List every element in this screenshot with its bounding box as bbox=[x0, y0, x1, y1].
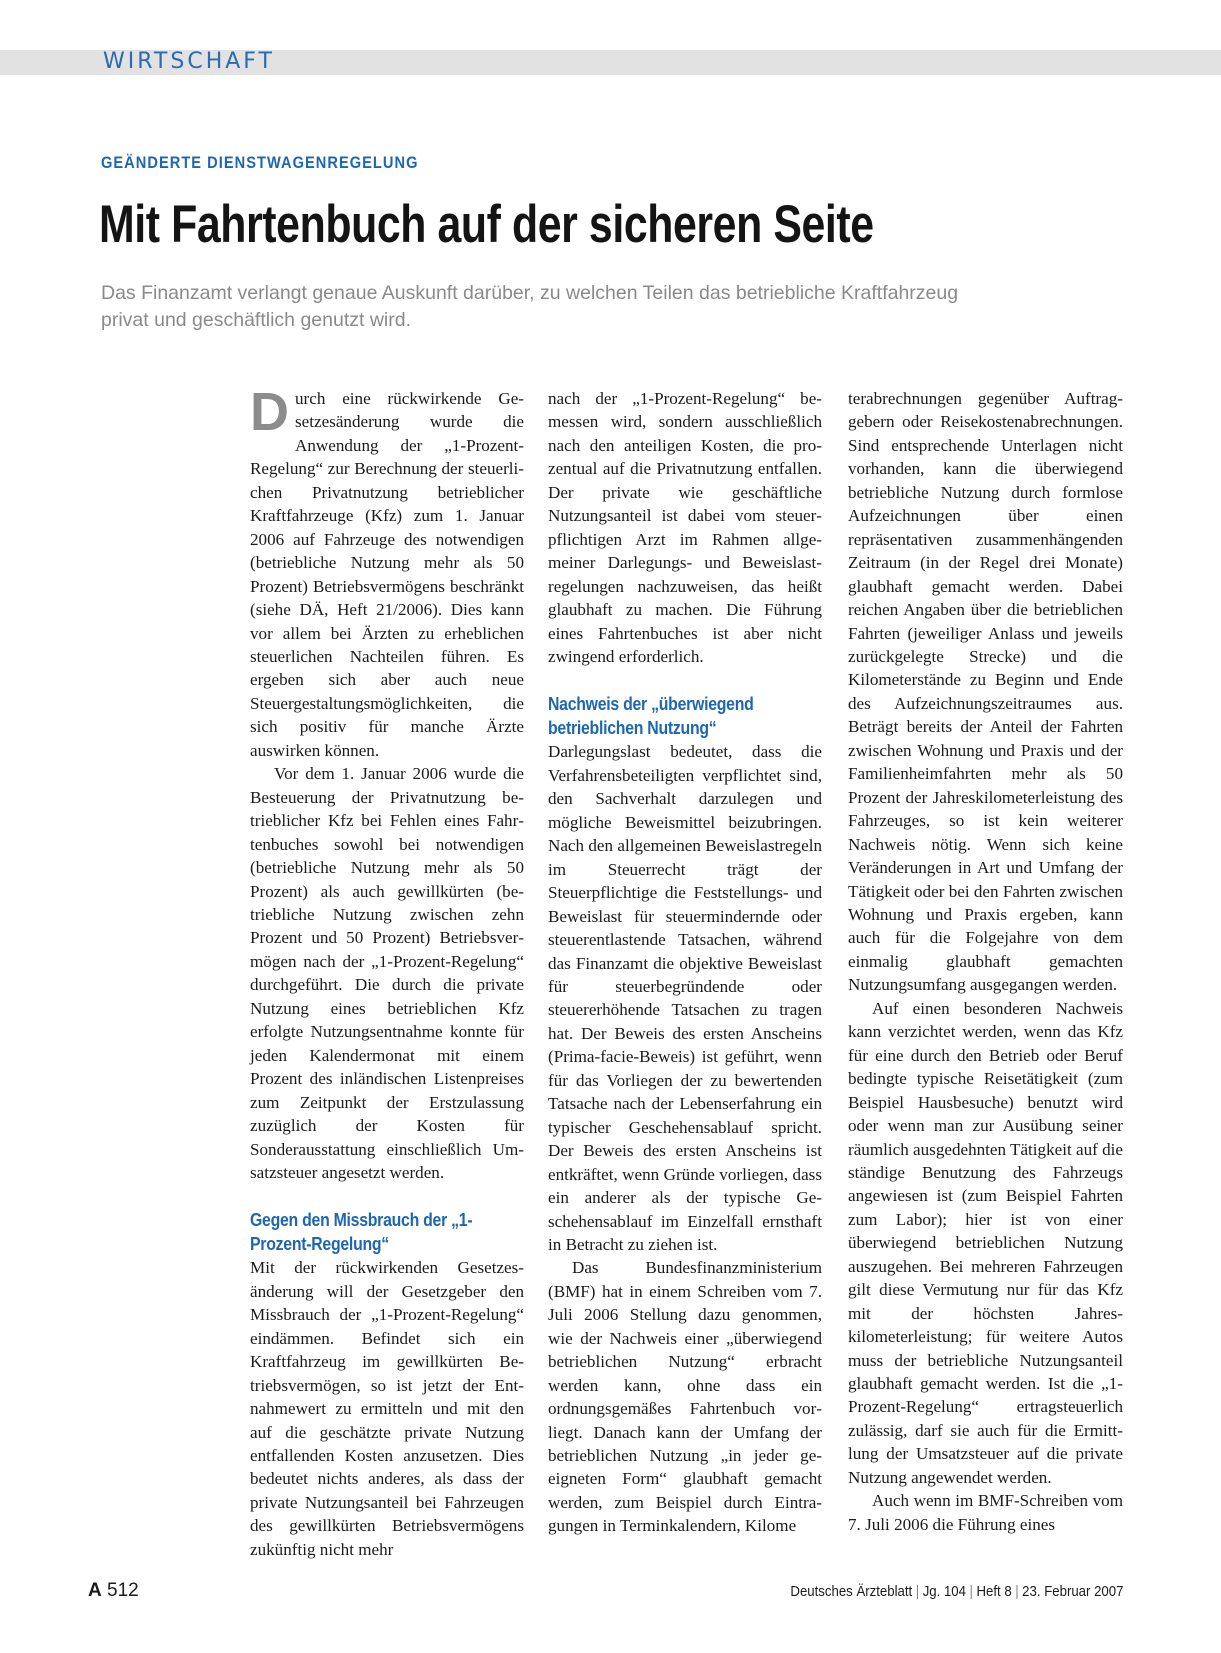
column-1 bbox=[250, 382, 524, 1561]
paragraph: Auch wenn im BMF-Schreiben vom 7. Juli 2006 die Führung eines bbox=[848, 1491, 1123, 1534]
paragraph: terabrechnungen gegenüber Auftraggebern oder Reisekostenabrechnungen. Sind entsprechende Unterlagen nicht vorhanden, kann die überwiegend betriebliche Nutzung durch formlose Aufzeichnungen über einen repräsentativen zusammenhängenden Zeitraum (in der Regel drei Monate) glaubhaft gemacht werden. Dabei reichen Angaben über die betrieblichen Fahrten (jeweiliger Anlass und jeweils zurückgelegte Strecke) und die Kilometerstände zu Beginn und Ende des Aufzeichnungszeitraumes aus. Beträgt bereits der Anteil der Fahrten zwischen Wohnung und Praxis und der Familienheimfahrten mehr als 50 Prozent der Jahreskilometerleistung des Fahrzeuges, so ist kein weiterer Nachweis nötig. Wenn sich keine Veränderungen in Art und Umfang der Tätigkeit oder bei den Fahrten zwischen Wohnung und Praxis ergeben, kann auch für die Folgejahre von dem einmalig glaubhaft gemachten Nutzungsumfang ausgegangen werden. bbox=[848, 389, 1123, 995]
drop-cap: D bbox=[250, 382, 289, 442]
column-2 bbox=[548, 387, 822, 1538]
journal-issue: Heft 8 bbox=[976, 1583, 1012, 1600]
paragraph bbox=[250, 382, 524, 762]
paragraph: nach der „1-Prozent-Regelung“ bemessen wird, sondern ausschließlich nach den anteiligen Kosten, die prozentual auf die Privatnutzung entfallen. Der private wie geschäftliche Nutzungsanteil ist dabei vom steuerpflichtigen Arzt im Rahmen allgemeiner Darlegungs- und Beweislastregelungen nachzuweisen, das heißt glaubhaft zu machen. Die Führung eines Fahrtenbuches ist aber nicht zwingend erforderlich. bbox=[548, 389, 822, 666]
section-label: WIRTSCHAFT bbox=[103, 49, 275, 74]
headline: Mit Fahrtenbuch auf der sicheren Seite bbox=[99, 195, 874, 254]
page-number-value: 512 bbox=[107, 1580, 139, 1601]
paragraph: Vor dem 1. Januar 2006 wurde die Besteuerung der Privatnutzung betrieblicher Kfz bei Fehlen eines Fahrtenbuches sowohl bei notwendigen (betriebliche Nutzung mehr als 50 Prozent) als auch gewillkürten (betriebliche Nutzung zwischen zehn Prozent und 50 Prozent) Betriebsvermögen nach der „1-Prozent-Regelung“ durchgeführt. Die durch die private Nutzung eines betrieblichen Kfz erfolgte Nutzungsentnahme konnte für jeden Kalendermonat mit einem Prozent des inländischen Listenpreises zum Zeitpunkt der Erstzulassung zuzüglich der Kosten für Sonderausstattung einschließlich Umsatzsteuer angesetzt werden. bbox=[250, 764, 524, 1182]
journal-date: 23. Februar 2007 bbox=[1021, 1583, 1123, 1600]
paragraph: Auf einen besonderen Nachweis kann verzichtet werden, wenn das Kfz für eine durch den Betrieb oder Beruf bedingte typische Reisetätigkeit (zum Beispiel Hausbesuche) benutzt wird oder wenn man zur Ausübung seiner räumlich ausgedehnten Tätigkeit auf die ständige Benutzung des Fahrzeugs angewiesen ist (zum Beispiel Fahrten zum Labor); hier ist von einer überwiegend betrieblichen Nutzung auszugehen. Bei mehreren Fahrzeugen gilt diese Vermutung nur für das Kfz mit der höchsten Jahreskilometerleistung; für weitere Autos muss der betriebliche Nutzungsanteil glaubhaft gemacht werden. Ist die „1-Prozent-Regelung“ ertragsteuerlich zulässig, darf sie auch für die Ermittlung der Umsatzsteuer auf die private Nutzung angewendet werden. bbox=[848, 998, 1123, 1487]
spacer bbox=[548, 668, 822, 678]
paragraph: Das Bundesfinanzministerium (BMF) hat in einem Schreiben vom 7. Juli 2006 Stellung dazu genommen, wie der Nachweis einer „überwiegend betrieblichen Nutzung“ erbracht werden kann, ohne dass ein ordnungsgemäßes Fahrtenbuch vorliegt. Danach kann der Umfang der betrieblichen Nutzung „in jeder geeigneten Form“ glaubhaft gemacht werden, zum Beispiel durch Eintragungen in Terminkalendern, Kilome bbox=[548, 1258, 822, 1536]
lead-text: Das Finanzamt verlangt genaue Auskunft darüber, zu welchen Teilen das betriebliche Kraftfahrzeug privat und geschäftlich genutzt wird. bbox=[101, 282, 959, 331]
paragraph: Mit der rückwirkenden Gesetzesänderung will der Gesetzgeber den Missbrauch der „1-Prozent-Regelung“ eindämmen. Befindet sich ein Kraftfahrzeug im gewillkürten Betriebsvermögen, so ist jetzt der Entnahmewert zu ermitteln und mit den auf die geschätzte private Nutzung entfallenden Kosten anzusetzen. Dies bedeutet nichts anderes, als dass der private Nutzungsanteil bei Fahrzeugen des gewillkürten Betriebsvermögens zukünftig nicht mehr bbox=[250, 1258, 524, 1559]
page-prefix: A bbox=[88, 1580, 102, 1601]
paragraph: Darlegungslast bedeutet, dass die Verfahrensbeteiligten verpflichtet sind, den Sachverhalt darzulegen und mögliche Beweismittel beizubringen. Nach den allgemeinen Beweislastregeln im Steuerrecht trägt der Steuerpflichtige die Feststellungs- und Beweislast für steuermindernde oder steuerentlastende Tatsachen, während das Finanzamt die objektive Beweislast für steuerbegründende oder steuererhöhende Tatsachen zu tragen hat. Der Beweis des ersten Anscheins (Prima-facie-Beweis) ist geführt, wenn für das Vorliegen der zu bewertenden Tatsache nach der Lebenserfahrung ein typischer Geschehensablauf spricht. Der Beweis des ersten Anscheins ist entkräftet, wenn Gründe vorliegen, dass ein anderer als der typische Geschehensablauf im Einzelfall ernsthaft in Betracht zu ziehen ist. bbox=[548, 742, 822, 1254]
page-number bbox=[88, 1580, 139, 1602]
subheading: Gegen den Missbrauch der „1-Prozent-Regelung“ bbox=[250, 1210, 473, 1255]
footer-citation: Deutsches Ärzteblatt | Jg. 104 | Heft 8 | 23. Februar 2007 bbox=[789, 1583, 1123, 1600]
spacer bbox=[250, 1184, 524, 1194]
journal-volume: Jg. 104 bbox=[922, 1583, 966, 1600]
journal-name: Deutsches Ärzteblatt bbox=[789, 1583, 912, 1600]
paragraph-text: urch eine rückwirkende Gesetzesänderung wurde die Anwendung der „1-Prozent-Regelung“ zur Berechnung der steuerlichen Privatnutzung betrieblicher Kraftfahrzeuge (Kfz) zum 1. Januar 2006 auf Fahrzeuge des notwendigen (betriebliche Nutzung mehr als 50 Prozent) Betriebsvermögens beschränkt (siehe DÄ, Heft 21/2006). Dies kann vor allem bei Ärzten zu erheblichen steuerlichen Nachteilen führen. Es ergeben sich aber auch neue Steuergestaltungsmöglichkeiten, die sich positiv für manche Ärzte auswirken können. bbox=[250, 389, 524, 760]
subheading: Nachweis der „überwiegend betrieblichen Nutzung“ bbox=[548, 694, 754, 739]
kicker: GEÄNDERTE DIENSTWAGENREGELUNG bbox=[101, 153, 419, 172]
column-3 bbox=[848, 387, 1123, 1536]
